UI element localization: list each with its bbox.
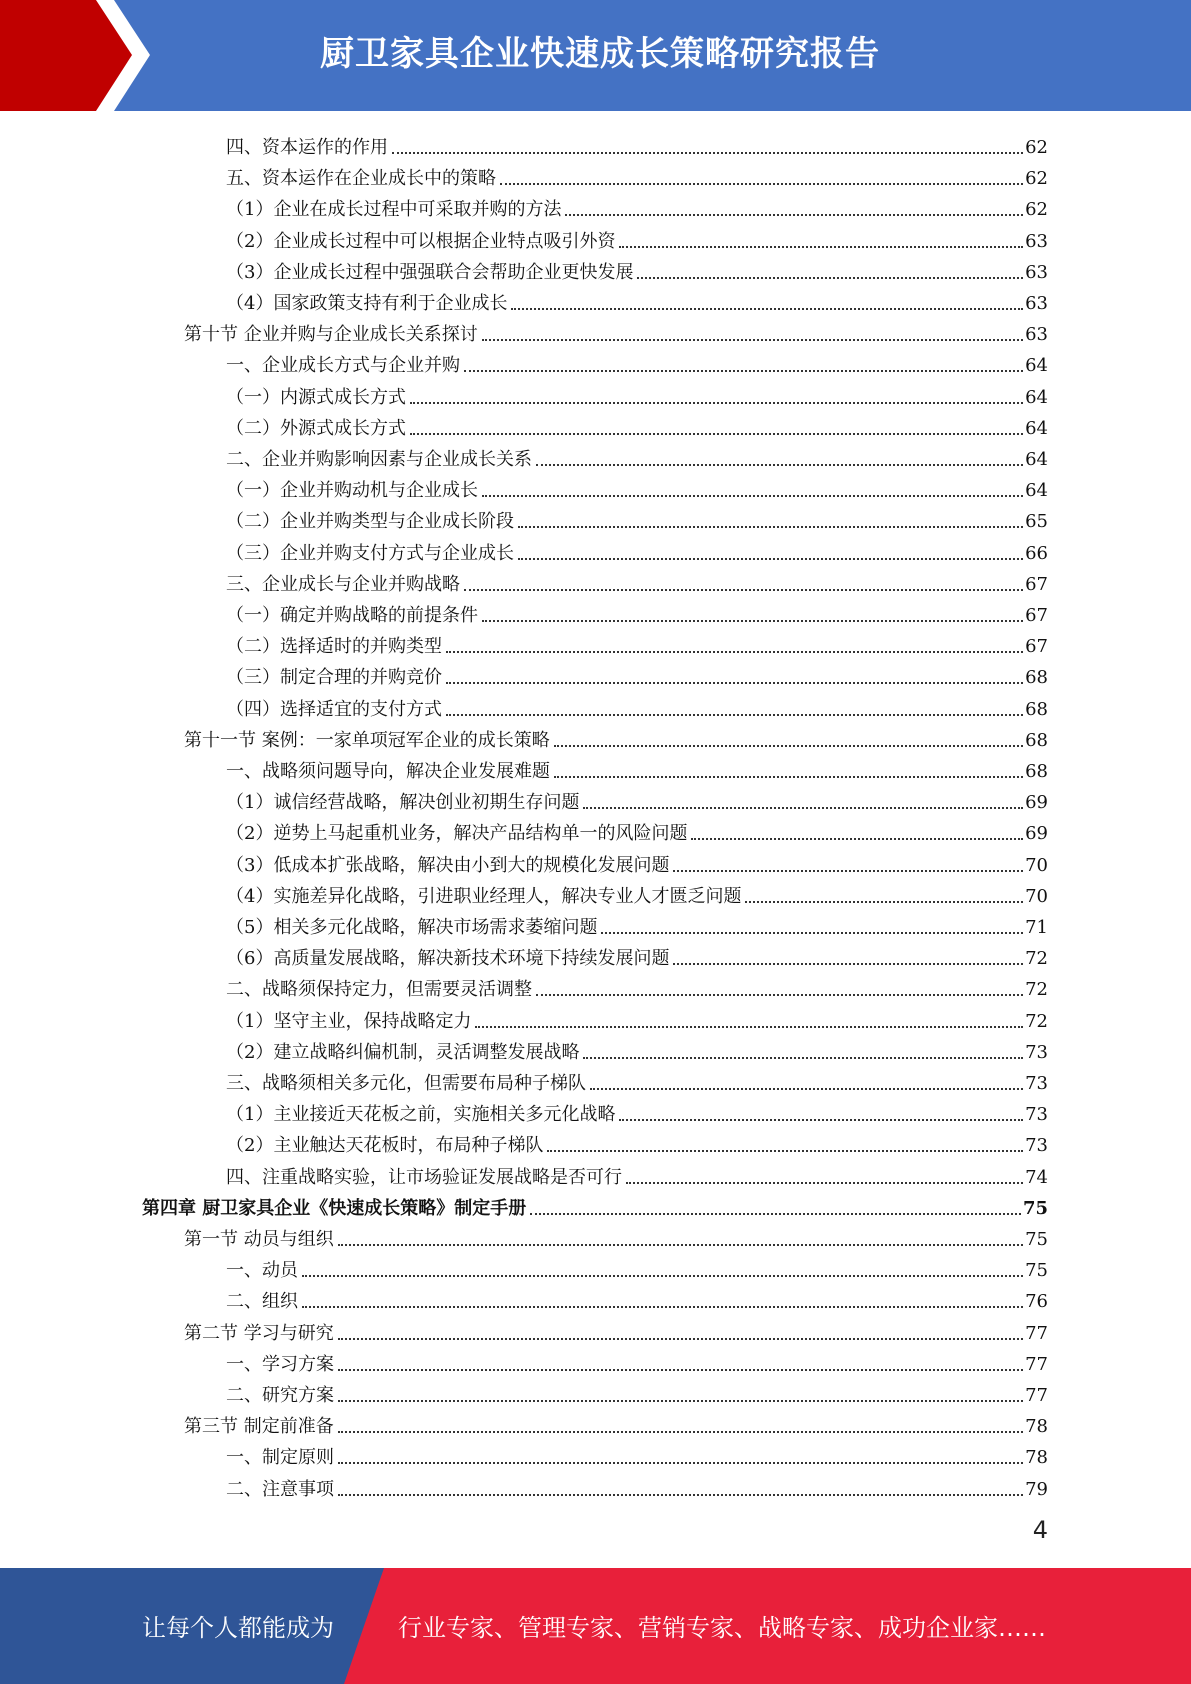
toc-leader-dots [410, 402, 1023, 404]
page-number: 4 [1032, 1516, 1048, 1544]
toc-entry-page: 64 [1025, 417, 1048, 439]
toc-entry-label: （二）外源式成长方式 [226, 417, 406, 439]
toc-leader-dots [338, 1338, 1023, 1340]
toc-entry[interactable] [226, 378, 1048, 409]
toc-entry-label: 一、战略须问题导向，解决企业发展难题 [226, 761, 550, 782]
toc-leader-dots [583, 1057, 1023, 1059]
toc-entry[interactable] [226, 284, 1048, 315]
toc-entry-label: 三、战略须相关多元化，但需要布局种子梯队 [226, 1073, 586, 1094]
toc-entry-page: 66 [1025, 542, 1048, 564]
toc-entry-page: 75 [1025, 1260, 1048, 1282]
toc-entry[interactable] [142, 1189, 1048, 1220]
toc-leader-dots [464, 589, 1023, 591]
toc-entry[interactable] [226, 1376, 1048, 1407]
toc-entry-page: 70 [1025, 885, 1048, 907]
toc-leader-dots [547, 1150, 1023, 1152]
toc-entry-label: 二、研究方案 [226, 1385, 334, 1406]
toc-entry-page: 73 [1025, 1135, 1048, 1157]
toc-entry[interactable] [226, 939, 1048, 970]
toc-entry-page: 64 [1025, 449, 1048, 470]
toc-entry[interactable] [184, 1314, 1048, 1345]
toc-leader-dots [511, 308, 1023, 310]
toc-entry-page: 67 [1025, 636, 1048, 658]
toc-entry-label: （三）制定合理的并购竞价 [226, 667, 442, 689]
toc-leader-dots [446, 651, 1023, 653]
toc-leader-dots [691, 838, 1023, 840]
toc-entry-label: 二、注意事项 [226, 1478, 334, 1500]
toc-entry-label: （3）低成本扩张战略，解决由小到大的规模化发展问题 [226, 854, 670, 876]
toc-entry[interactable] [226, 783, 1048, 814]
toc-leader-dots [554, 776, 1023, 778]
toc-entry[interactable] [226, 409, 1048, 440]
toc-entry-label: （4）国家政策支持有利于企业成长 [226, 293, 508, 314]
toc-entry-page: 68 [1025, 698, 1048, 720]
toc-entry[interactable] [226, 440, 1048, 471]
toc-leader-dots [475, 1026, 1023, 1028]
toc-entry[interactable] [226, 1033, 1048, 1064]
toc-entry-label: 三、企业成长与企业并购战略 [226, 573, 460, 595]
toc-leader-dots [673, 870, 1023, 872]
toc-entry[interactable] [226, 502, 1048, 533]
toc-entry[interactable] [226, 159, 1048, 190]
header-red-arrow [0, 0, 150, 111]
toc-entry-page: 63 [1025, 293, 1048, 314]
toc-entry-page: 72 [1025, 979, 1048, 1001]
toc-entry-page: 75 [1022, 1197, 1048, 1219]
toc-entry-page: 73 [1025, 1073, 1048, 1094]
toc-entry-page: 64 [1025, 480, 1048, 502]
toc-entry[interactable] [226, 190, 1048, 221]
toc-entry-label: （一）内源式成长方式 [226, 386, 406, 408]
toc-entry-label: 第十一节 案例：一家单项冠军企业的成长策略 [184, 729, 550, 751]
toc-leader-dots [590, 1088, 1023, 1090]
toc-entry-page: 78 [1025, 1416, 1048, 1438]
toc-entry-label: （1）主业接近天花板之前，实施相关多元化战略 [226, 1104, 616, 1126]
toc-entry[interactable] [226, 1282, 1048, 1313]
toc-leader-dots [338, 1494, 1023, 1496]
toc-entry-label: 一、企业成长方式与企业并购 [226, 355, 460, 377]
toc-entry[interactable] [226, 1158, 1048, 1189]
toc-leader-dots [518, 558, 1023, 560]
toc-entry-label: （一）企业并购动机与企业成长 [226, 480, 478, 502]
toc-entry-page: 68 [1025, 667, 1048, 689]
toc-entry[interactable] [226, 253, 1048, 284]
toc-entry-page: 63 [1025, 261, 1048, 283]
toc-entry[interactable] [226, 846, 1048, 877]
toc-entry[interactable] [226, 1438, 1048, 1469]
toc-leader-dots [446, 682, 1023, 684]
toc-entry-label: 二、组织 [226, 1291, 298, 1313]
toc-entry-page: 73 [1025, 1104, 1048, 1126]
toc-leader-dots [530, 1213, 1021, 1215]
toc-entry-label: （5）相关多元化战略，解决市场需求萎缩问题 [226, 917, 598, 938]
toc-entry-label: 第三节 制定前准备 [184, 1416, 334, 1438]
toc-entry-page: 72 [1025, 1010, 1048, 1032]
toc-entry[interactable] [226, 1251, 1048, 1282]
toc-entry-page: 64 [1025, 355, 1048, 377]
toc-leader-dots [673, 963, 1023, 965]
toc-entry-page: 79 [1025, 1478, 1048, 1500]
toc-entry-page: 70 [1025, 854, 1048, 876]
toc-entry[interactable] [226, 814, 1048, 845]
toc-entry-page: 76 [1025, 1291, 1048, 1313]
toc-entry[interactable] [226, 596, 1048, 627]
toc-entry-label: （6）高质量发展战略，解决新技术环境下持续发展问题 [226, 948, 670, 970]
toc-entry[interactable] [226, 658, 1048, 689]
toc-leader-dots [338, 1400, 1023, 1402]
toc-entry-page: 65 [1025, 511, 1048, 533]
footer-band [0, 1568, 1191, 1684]
toc-leader-dots [626, 1182, 1023, 1184]
toc-entry[interactable] [226, 1470, 1048, 1501]
footer-slogan-right: 行业专家、管理专家、营销专家、战略专家、成功企业家…… [398, 1614, 1046, 1642]
toc-leader-dots [565, 214, 1023, 216]
toc-leader-dots [601, 932, 1023, 934]
toc-entry-page: 62 [1025, 168, 1048, 190]
toc-entry-page: 69 [1025, 792, 1048, 814]
toc-entry[interactable] [226, 128, 1048, 159]
toc-entry[interactable] [184, 1407, 1048, 1438]
toc-entry-label: 一、制定原则 [226, 1447, 334, 1469]
toc-entry[interactable] [226, 970, 1048, 1001]
toc-leader-dots [482, 339, 1023, 341]
toc-entry[interactable] [226, 222, 1048, 253]
toc-entry-page: 67 [1025, 573, 1048, 595]
toc-entry-page: 77 [1025, 1322, 1048, 1344]
toc-entry-page: 78 [1025, 1447, 1048, 1469]
toc-entry-label: （1）坚守主业，保持战略定力 [226, 1010, 472, 1032]
toc-entry-page: 75 [1025, 1229, 1048, 1250]
toc-entry-page: 62 [1025, 199, 1048, 221]
toc-entry[interactable] [226, 471, 1048, 502]
toc-entry-page: 67 [1025, 605, 1048, 626]
toc-leader-dots [302, 1275, 1023, 1277]
toc-leader-dots [482, 495, 1023, 497]
toc-entry[interactable] [226, 534, 1048, 565]
toc-entry[interactable] [226, 908, 1048, 939]
toc-entry[interactable] [226, 1064, 1048, 1095]
toc-entry[interactable] [226, 1095, 1048, 1126]
toc-entry-label: （一）确定并购战略的前提条件 [226, 605, 478, 626]
toc-entry[interactable] [226, 565, 1048, 596]
toc-entry-page: 68 [1025, 729, 1048, 751]
toc-entry-label: 第一节 动员与组织 [184, 1229, 334, 1250]
toc-entry-page: 77 [1025, 1353, 1048, 1375]
toc-leader-dots [583, 807, 1023, 809]
toc-entry-label: 第二节 学习与研究 [184, 1322, 334, 1344]
toc-entry-label: 二、企业并购影响因素与企业成长关系 [226, 449, 532, 470]
toc-entry-page: 64 [1025, 386, 1048, 408]
toc-leader-dots [338, 1244, 1023, 1246]
toc-entry-label: （4）实施差异化战略，引进职业经理人，解决专业人才匮乏问题 [226, 885, 742, 907]
toc-entry-page: 62 [1025, 137, 1048, 158]
document-title: 厨卫家具企业快速成长策略研究报告 [320, 34, 880, 74]
toc-leader-dots [500, 183, 1023, 185]
footer-slogan-left: 让每个人都能成为 [142, 1614, 334, 1642]
toc-leader-dots [446, 714, 1023, 716]
toc-leader-dots [338, 1369, 1023, 1371]
toc-entry[interactable] [226, 346, 1048, 377]
toc-entry-label: （四）选择适宜的支付方式 [226, 698, 442, 720]
toc-leader-dots [482, 620, 1023, 622]
toc-entry-page: 63 [1025, 324, 1048, 346]
toc-entry-label: （二）企业并购类型与企业成长阶段 [226, 511, 514, 533]
toc-entry-label: 第四章 厨卫家具企业《快速成长策略》制定手册 [142, 1197, 527, 1219]
toc-entry[interactable] [226, 1002, 1048, 1033]
toc-entry-page: 74 [1025, 1166, 1048, 1188]
toc-entry-label: 一、学习方案 [226, 1353, 334, 1375]
toc-entry-label: 五、资本运作在企业成长中的策略 [226, 168, 496, 190]
toc-entry-label: 四、注重战略实验，让市场验证发展战略是否可行 [226, 1166, 622, 1188]
toc-leader-dots [554, 745, 1023, 747]
toc-entry[interactable] [226, 1126, 1048, 1157]
toc-leader-dots [745, 901, 1023, 903]
toc-entry-label: 四、资本运作的作用 [226, 137, 388, 158]
toc-leader-dots [338, 1431, 1023, 1433]
toc-entry-label: 一、动员 [226, 1260, 298, 1282]
toc-leader-dots [536, 464, 1023, 466]
toc-entry[interactable] [226, 1345, 1048, 1376]
toc-leader-dots [464, 370, 1023, 372]
toc-entry-label: （2）逆势上马起重机业务，解决产品结构单一的风险问题 [226, 823, 688, 845]
toc-entry[interactable] [184, 315, 1048, 346]
toc-entry-page: 63 [1025, 230, 1048, 252]
toc-entry[interactable] [226, 877, 1048, 908]
toc-leader-dots [518, 526, 1023, 528]
toc-entry-label: （2）企业成长过程中可以根据企业特点吸引外资 [226, 230, 616, 252]
toc-leader-dots [338, 1462, 1023, 1464]
toc-entry[interactable] [226, 690, 1048, 721]
toc-leader-dots [619, 246, 1023, 248]
toc-entry-page: 69 [1025, 823, 1048, 845]
toc-entry[interactable] [184, 1220, 1048, 1251]
toc-leader-dots [536, 994, 1023, 996]
toc-entry-page: 73 [1025, 1041, 1048, 1063]
toc-leader-dots [392, 152, 1023, 154]
toc-entry-label: 第十节 企业并购与企业成长关系探讨 [184, 324, 478, 346]
toc-entry-page: 72 [1025, 948, 1048, 970]
toc-leader-dots [302, 1306, 1023, 1308]
toc-entry[interactable] [226, 752, 1048, 783]
toc-entry-label: （二）选择适时的并购类型 [226, 636, 442, 658]
toc-entry-page: 68 [1025, 761, 1048, 782]
toc-entry-label: （2）主业触达天花板时，布局种子梯队 [226, 1135, 544, 1157]
toc-entry-label: （3）企业成长过程中强强联合会帮助企业更快发展 [226, 261, 634, 283]
toc-leader-dots [619, 1119, 1023, 1121]
toc-entry-page: 71 [1025, 917, 1048, 938]
toc-entry-label: （1）企业在成长过程中可采取并购的方法 [226, 199, 562, 221]
toc-leader-dots [637, 277, 1023, 279]
toc-leader-dots [410, 433, 1023, 435]
toc-entry[interactable] [184, 721, 1048, 752]
toc-entry-label: （三）企业并购支付方式与企业成长 [226, 542, 514, 564]
header-band [0, 0, 1191, 111]
toc-entry[interactable] [226, 627, 1048, 658]
toc-entry-label: 二、战略须保持定力，但需要灵活调整 [226, 979, 532, 1001]
toc-entry-page: 77 [1025, 1385, 1048, 1406]
toc-entry-label: （1）诚信经营战略，解决创业初期生存问题 [226, 792, 580, 814]
toc-entry-label: （2）建立战略纠偏机制，灵活调整发展战略 [226, 1041, 580, 1063]
